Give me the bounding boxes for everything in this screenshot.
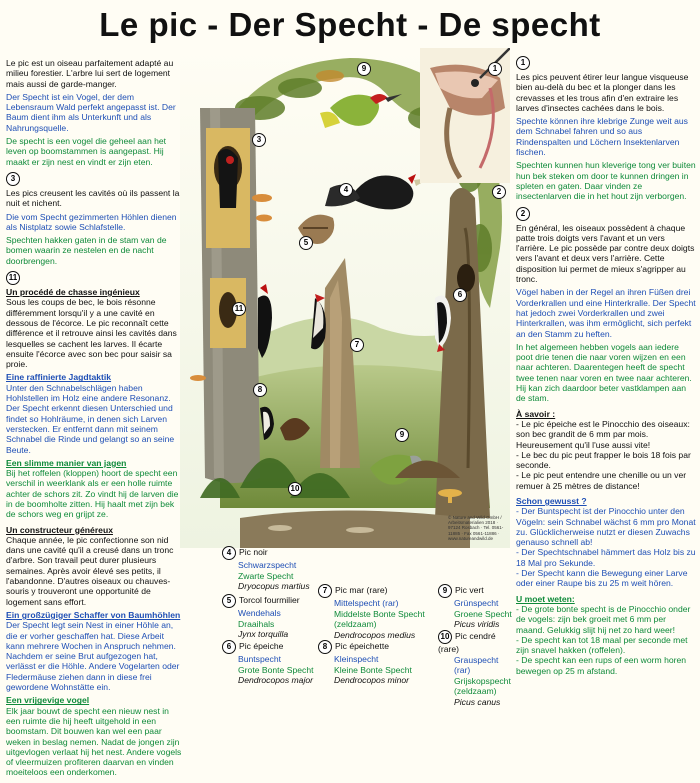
s2-nl: In het algemeen hebben vogels aan iedere poot drie tenen die naar voren wijzen en een naar achteren. Daarentegen heeft de specht twee tenen naar voren en twee naar achteren. Hij kan zich daardoor beter vastklampen aan de stam.	[516, 341, 692, 404]
builder-fr: Chaque année, le pic confectionne son nid dans une cavité qu'il a creusé dans un tronc d'arbre. Son travail peut durer plusieurs semaines. Après avoir élevé ses petits, il l'abandonne. D'autres oiseaux ou chauves-souris y trouveront une opportunité de logement sans effort.	[6, 534, 174, 607]
species-nl: Zwarte Specht	[238, 570, 294, 581]
legend-number: 6	[222, 640, 236, 654]
species-latin: Dryocopus martius	[238, 581, 310, 591]
builder-nl: Elk jaar bouwt de specht een nieuw nest in een ruimte die hij heeft uitgehold in een boomstam. Dit bouwen kan wel een paar weken in beslag nemen. Nadat de jongen zijn uitgevlogen verlaat hij het nest. Andere vogels of vleermuizen profiteren daarvan en vinden moeiteloos een onderkomen.	[6, 705, 182, 778]
s3-nl: Spechten hakken gaten in de stam van de bomen waarin ze nestelen en de nacht doorbrengen.	[6, 235, 167, 266]
fr-fact: - Le pic épeiche est le Pinocchio des oiseaux: son bec grandit de 6 mm par mois. Heureusement qu'il l'use aussi vite!	[516, 418, 690, 450]
species-fr: Pic mar (rare)	[335, 585, 388, 595]
legend-number: 10	[438, 630, 452, 644]
illus-marker-5: 5	[299, 236, 313, 250]
legend-item-10	[438, 630, 516, 707]
species-latin: Picus viridis	[454, 619, 500, 629]
species-latin: Dendrocopos minor	[334, 675, 409, 685]
legend-number: 9	[438, 584, 452, 598]
nl-fact: - De grote bonte specht is de Pinocchio onder de vogels: zijn bek groeit met 6 mm per maand. Gelukkig slijt hij net zo hard weer!	[516, 603, 691, 635]
legend-item-5	[222, 594, 317, 640]
de-facts-heading: Schon gewusst ?	[516, 495, 587, 506]
copyright-credit: © Nature and Wild GmbH / Arbeitsmaterialien 2018 · 97124 Rosbach · Tel. 0561-11885 · Fax 0561-11886 · www.natureandwild.de	[448, 515, 504, 541]
s3-fr: Les pics creusent les cavités où ils passent la nuit et nichent.	[6, 187, 180, 209]
species-latin: Dendrocopos major	[238, 675, 313, 685]
species-de: Wendehals	[238, 608, 281, 618]
section-number: 3	[6, 172, 20, 186]
species-latin: Picus canus	[454, 696, 501, 707]
s2-de: Vögel haben in der Regel an ihren Füßen drei Vorderkrallen und eine Hinterkralle. Der Specht hat jedoch zwei Vorderkrallen und zwei Hinterkrallen, was ihm ermöglicht, sich perfekt an den Stamm zu heften.	[516, 287, 696, 339]
fr-fact: - Le pic peut entendre une chenille ou un ver remuer à 25 mètres de distance!	[516, 470, 687, 491]
nl-fact: - De specht kan een rups of een worm horen bewegen op 25 m afstand.	[516, 655, 687, 676]
illus-marker-3: 3	[252, 133, 266, 147]
species-nl: Groene Specht	[454, 608, 512, 619]
legend-item-9	[438, 584, 516, 630]
s1-de: Spechte können ihre klebrige Zunge weit aus dem Schnabel fahren und so aus Rindenspalten und Löchern Insektenlarven fischen.	[516, 116, 688, 158]
section-number: 11	[6, 271, 20, 285]
species-de: Kleinspecht	[334, 654, 379, 664]
builder-nl-heading: Een vrijgevige vogel	[6, 695, 90, 706]
illus-marker-2: 2	[492, 185, 506, 199]
species-de: Mittelspecht (rar)	[334, 598, 399, 608]
section-1	[516, 56, 696, 202]
illus-marker-8: 8	[253, 383, 267, 397]
legend-number: 5	[222, 594, 236, 608]
species-de: Buntspecht	[238, 654, 281, 664]
right-column	[516, 56, 696, 681]
s1-fr: Les pics peuvent étirer leur langue visqueuse bien au-delà du bec et la plonger dans les crevasses et les trous afin d'en extraire les larves d'insectes cachées dans le bois.	[516, 72, 689, 113]
illus-marker-7: 7	[350, 338, 364, 352]
intro-fr: Le pic est un oiseau parfaitement adapté au milieu forestier. L'arbre lui sert de logement mais aussi de garde-manger.	[6, 58, 174, 89]
species-fr: Pic épeichette	[335, 641, 389, 651]
legend-item-4	[222, 546, 317, 592]
section-number: 2	[516, 207, 530, 221]
s11-nl: Bij het roffelen (kloppen) hoort de specht een verschil in weerklank als er een holle ruimte achter de schors zit. Zo vindt hij de larven die in de boomholte zitten. Hij haalt met zijn bek de schors weg en grijpt ze.	[6, 468, 179, 520]
legend-number: 4	[222, 546, 236, 560]
legend-item-7	[318, 584, 440, 640]
legend-number: 7	[318, 584, 332, 598]
legend-number: 8	[318, 640, 332, 654]
species-nl: Middelste Bonte Specht (zeldzaam)	[334, 608, 425, 629]
species-de: Schwarzspecht	[238, 560, 297, 570]
section-3	[6, 172, 184, 266]
s11-de-heading: Eine raffinierte Jagdtaktik	[6, 372, 112, 383]
builder-fr-heading: Un constructeur généreux	[6, 524, 113, 535]
section-11	[6, 271, 184, 520]
intro-block	[6, 58, 184, 167]
nl-facts-heading: U moet weten:	[516, 593, 575, 604]
section-2	[516, 207, 696, 404]
s11-de: Unter den Schnabelschlägen haben Hohlstellen im Holz eine andere Resonanz. Der Specht erkennt diesen Unterschied und findet so Hohlräume, in denen sich Larven verstecken. Er entfernt dann mit seinem Schnabel die Rinde und gelangt so an seine Beute.	[6, 382, 175, 455]
s1-nl: Spechten kunnen hun kleverige tong ver buiten hun bek steken om door te kunnen dringen in spleten en gaten. Daar vinden ze insectenlarven die in het hout zijn verborgen.	[516, 160, 696, 202]
de-facts	[516, 496, 696, 589]
de-fact: - Der Buntspecht ist der Pinocchio unter den Vögeln: sein Schnabel wächst 6 mm pro Monat zu. Glücklicherweise nutzt er diesen Zuwachs genauso schnell ab!	[516, 506, 696, 548]
species-nl: Draaihals	[238, 618, 275, 629]
de-fact: - Der Spechtschnabel hämmert das Holz bis zu 18 Mal pro Sekunde.	[516, 547, 696, 568]
fr-facts-heading: À savoir :	[516, 408, 556, 419]
species-fr: Pic vert	[455, 585, 484, 595]
species-latin: Dendrocopos medius	[334, 629, 416, 640]
species-fr: Pic noir	[239, 547, 268, 557]
legend-item-6	[222, 640, 317, 686]
de-fact: - Der Specht kann die Bewegung einer Larve oder einer Raupe bis zu 25 m weit hören.	[516, 568, 688, 589]
species-nl: Kleine Bonte Specht	[334, 664, 412, 675]
illus-marker-4: 4	[339, 183, 353, 197]
builder-de-heading: Ein großzügiger Schaffer von Baumhöhlen	[6, 609, 181, 620]
species-fr: Torcol fourmilier	[239, 595, 300, 605]
species-fr: Pic épeiche	[239, 641, 284, 651]
nl-facts	[516, 594, 696, 676]
legend-item-8	[318, 640, 440, 686]
fr-facts	[516, 409, 696, 491]
page-title: Le pic - Der Specht - De specht	[99, 6, 601, 43]
illus-marker-6: 6	[453, 288, 467, 302]
builder-de: Der Specht legt sein Nest in einer Höhle an, die er vorher geschaffen hat. Diese Arbeit kann mehrere Wochen in Anspruch nehmen. Nachdem er seine Brut aufgezogen hat, verlässt er die Höhle. Andere Vogelarten oder Fledermäuse ziehen dann in diese frei gewordene Wohnstätte ein.	[6, 620, 180, 693]
section-builder	[6, 525, 184, 778]
s11-fr-heading: Un procédé de chasse ingénieux	[6, 287, 140, 298]
illus-marker-10: 10	[288, 482, 302, 496]
illus-marker-1: 1	[488, 62, 502, 76]
s3-de: Die vom Specht gezimmerten Höhlen dienen als Nistplatz sowie Schlafstelle.	[6, 211, 177, 232]
species-nl: Grijskopspecht (zeldzaam)	[454, 675, 511, 696]
s11-fr: Sous les coups de bec, le bois résonne différemment lorsqu'il y a une cavité en dessous de l'écorce. Le pic reconnaît cette différence et il retrouve ainsi les cavités dans lesquelles se cachent les larves. Il écarte ensuite l'écorce avec son bec pour saisir sa proie.	[6, 297, 177, 370]
species-de: Grünspecht	[454, 598, 499, 608]
species-nl: Grote Bonte Specht	[238, 664, 314, 675]
intro-de: Der Specht ist ein Vogel, der dem Lebensraum Wald perfekt angepasst ist. Der Baum dient ihm als Unterkunft und als Nahrungsquelle.	[6, 91, 176, 133]
s11-nl-heading: Een slimme manier van jagen	[6, 457, 127, 468]
species-fr: Pic cendré (rare)	[438, 631, 496, 654]
fr-fact: - Le bec du pic peut frapper le bois 18 fois par seconde.	[516, 449, 691, 471]
species-de: Grauspecht (rar)	[454, 654, 499, 675]
left-column	[6, 58, 184, 783]
species-latin: Jynx torquilla	[238, 629, 289, 639]
illus-marker-11: 11	[232, 302, 246, 316]
s2-fr: En général, les oiseaux possèdent à chaque patte trois doigts vers l'avant et un vers l'arrière. Le pic possède par contre deux doigts vers l'avant et deux vers l'arrière. Cette disposition lui permet de mieux s'agripper au tronc.	[516, 222, 695, 285]
illus-marker-9: 9	[357, 62, 371, 76]
intro-nl: De specht is een vogel die geheel aan het leven op boomstammen is aangepast. Hij maakt er zijn nest en vindt er zijn eten.	[6, 136, 167, 167]
section-number: 1	[516, 56, 530, 70]
nl-fact: - De specht kan tot 18 maal per seconde met zijn snavel hakken (roffelen).	[516, 634, 688, 656]
illus-marker-9b: 9	[395, 428, 409, 442]
